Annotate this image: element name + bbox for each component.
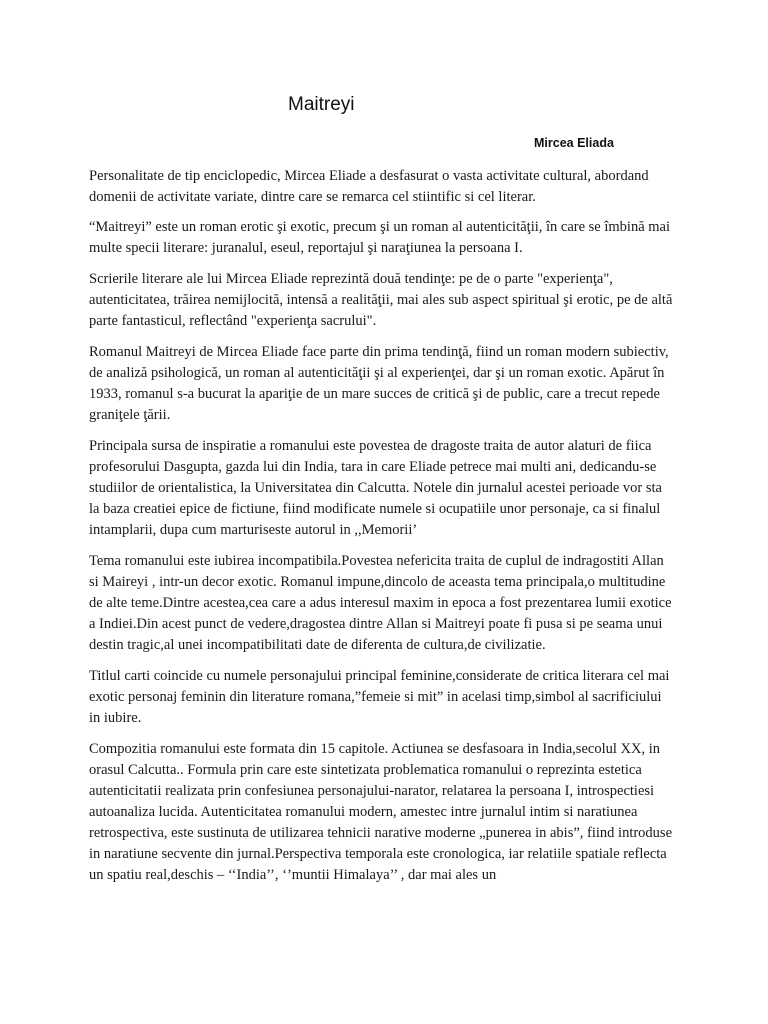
document-author: Mircea Eliada: [534, 136, 614, 150]
paragraph-inspiration: Principala sursa de inspiratie a romanului este povestea de dragoste traita de autor alaturi de fiica profesorului Dasgupta, gazda lui din India, tara in care Eliade petrece mai multi ani, dedicandu-se studiilor de orientalistica, la Universitatea din Calcutta. Notele din jurnalul acestei perioade vor sta la baza creatiei epice de fictiune, fiind modificate numele si ocupatiile unor personaje, ca si finalul intamplarii, dupa cum marturiseste autorul in ,,Memorii’: [89, 438, 662, 538]
paragraph-tendencies: Scrierile literare ale lui Mircea Eliade reprezintă două tendinţe: pe de o parte "experienţa", autenticitatea, trăirea nemijlocită, intensă a realităţii, mai ales sub aspect spiritual şi erotic, pe de altă parte fantasticul, reflectând "experienţa sacrului".: [89, 271, 673, 329]
paragraph-intro: Personalitate de tip enciclopedic, Mircea Eliade a desfasurat o vasta activitate cultural, abordand domenii de activitate variate, dintre care se remarca cel stiintific si cel literar.: [89, 168, 649, 205]
paragraph-title-meaning: Titlul carti coincide cu numele personajului principal feminine,considerate de critica literara cel mai exotic personaj feminin din literature romana,”femeie si mit” in acelasi timp,simbol al sacrificiului in iubire.: [89, 668, 670, 726]
document-title: Maitreyi: [288, 94, 355, 115]
paragraph-modern-novel: Romanul Maitreyi de Mircea Eliade face parte din prima tendinţă, fiind un roman modern subiectiv, de analiză psihologică, un roman al autenticităţii şi al experienţei, dar şi un roman exotic. Apărut în 1933, romanul s-a bucurat la apariţie de un mare succes de critică şi de public, care a trecut repede graniţele ţării.: [89, 344, 669, 423]
document-body: [89, 166, 675, 886]
paragraph-composition: Compozitia romanului este formata din 15 capitole. Actiunea se desfasoara in India,secolul XX, in orasul Calcutta.. Formula prin care este sintetizata problematica romanului o reprezinta estetica autenticitatii realizata prin confesiunea personajului-narator, relatarea la persoana I, introspectiesi autoanaliza lucida. Autenticitatea romanului modern, amestec intre jurnalul intim si naratiunea retrospectiva, este sustinuta de utilizarea tehnicii narative moderne „punerea in abis”, fiind introduse in naratiune secvente din jurnal.Perspectiva temporala este cronologica, iar relatiile spatiale reflecta un spatiu real,deschis – ‘‘India’’, ‘’muntii Himalaya’’ , dar mai ales un: [89, 741, 673, 883]
paragraph-roman-definition: “Maitreyi” este un roman erotic şi exotic, precum şi un roman al autenticităţii, în care se îmbină mai multe specii literare: juranalul, eseul, reportajul şi naraţiunea la persoana I.: [89, 219, 671, 256]
paragraph-theme: Tema romanului este iubirea incompatibila.Povestea nefericita traita de cuplul de indragostiti Allan si Maireyi , intr-un decor exotic. Romanul impune,dincolo de aceasta tema principala,o multitudine de alte teme.Dintre acestea,cea care a adus interesul maxim in epoca a fost prezentarea lumii exotice a Indiei.Din acest punct de vedere,dragostea dintre Allan si Maitreyi poate fi pusa si pe seama unui destin tragic,al unei incompatibilitati date de diferenta de cultura,de civilizatie.: [89, 553, 672, 653]
